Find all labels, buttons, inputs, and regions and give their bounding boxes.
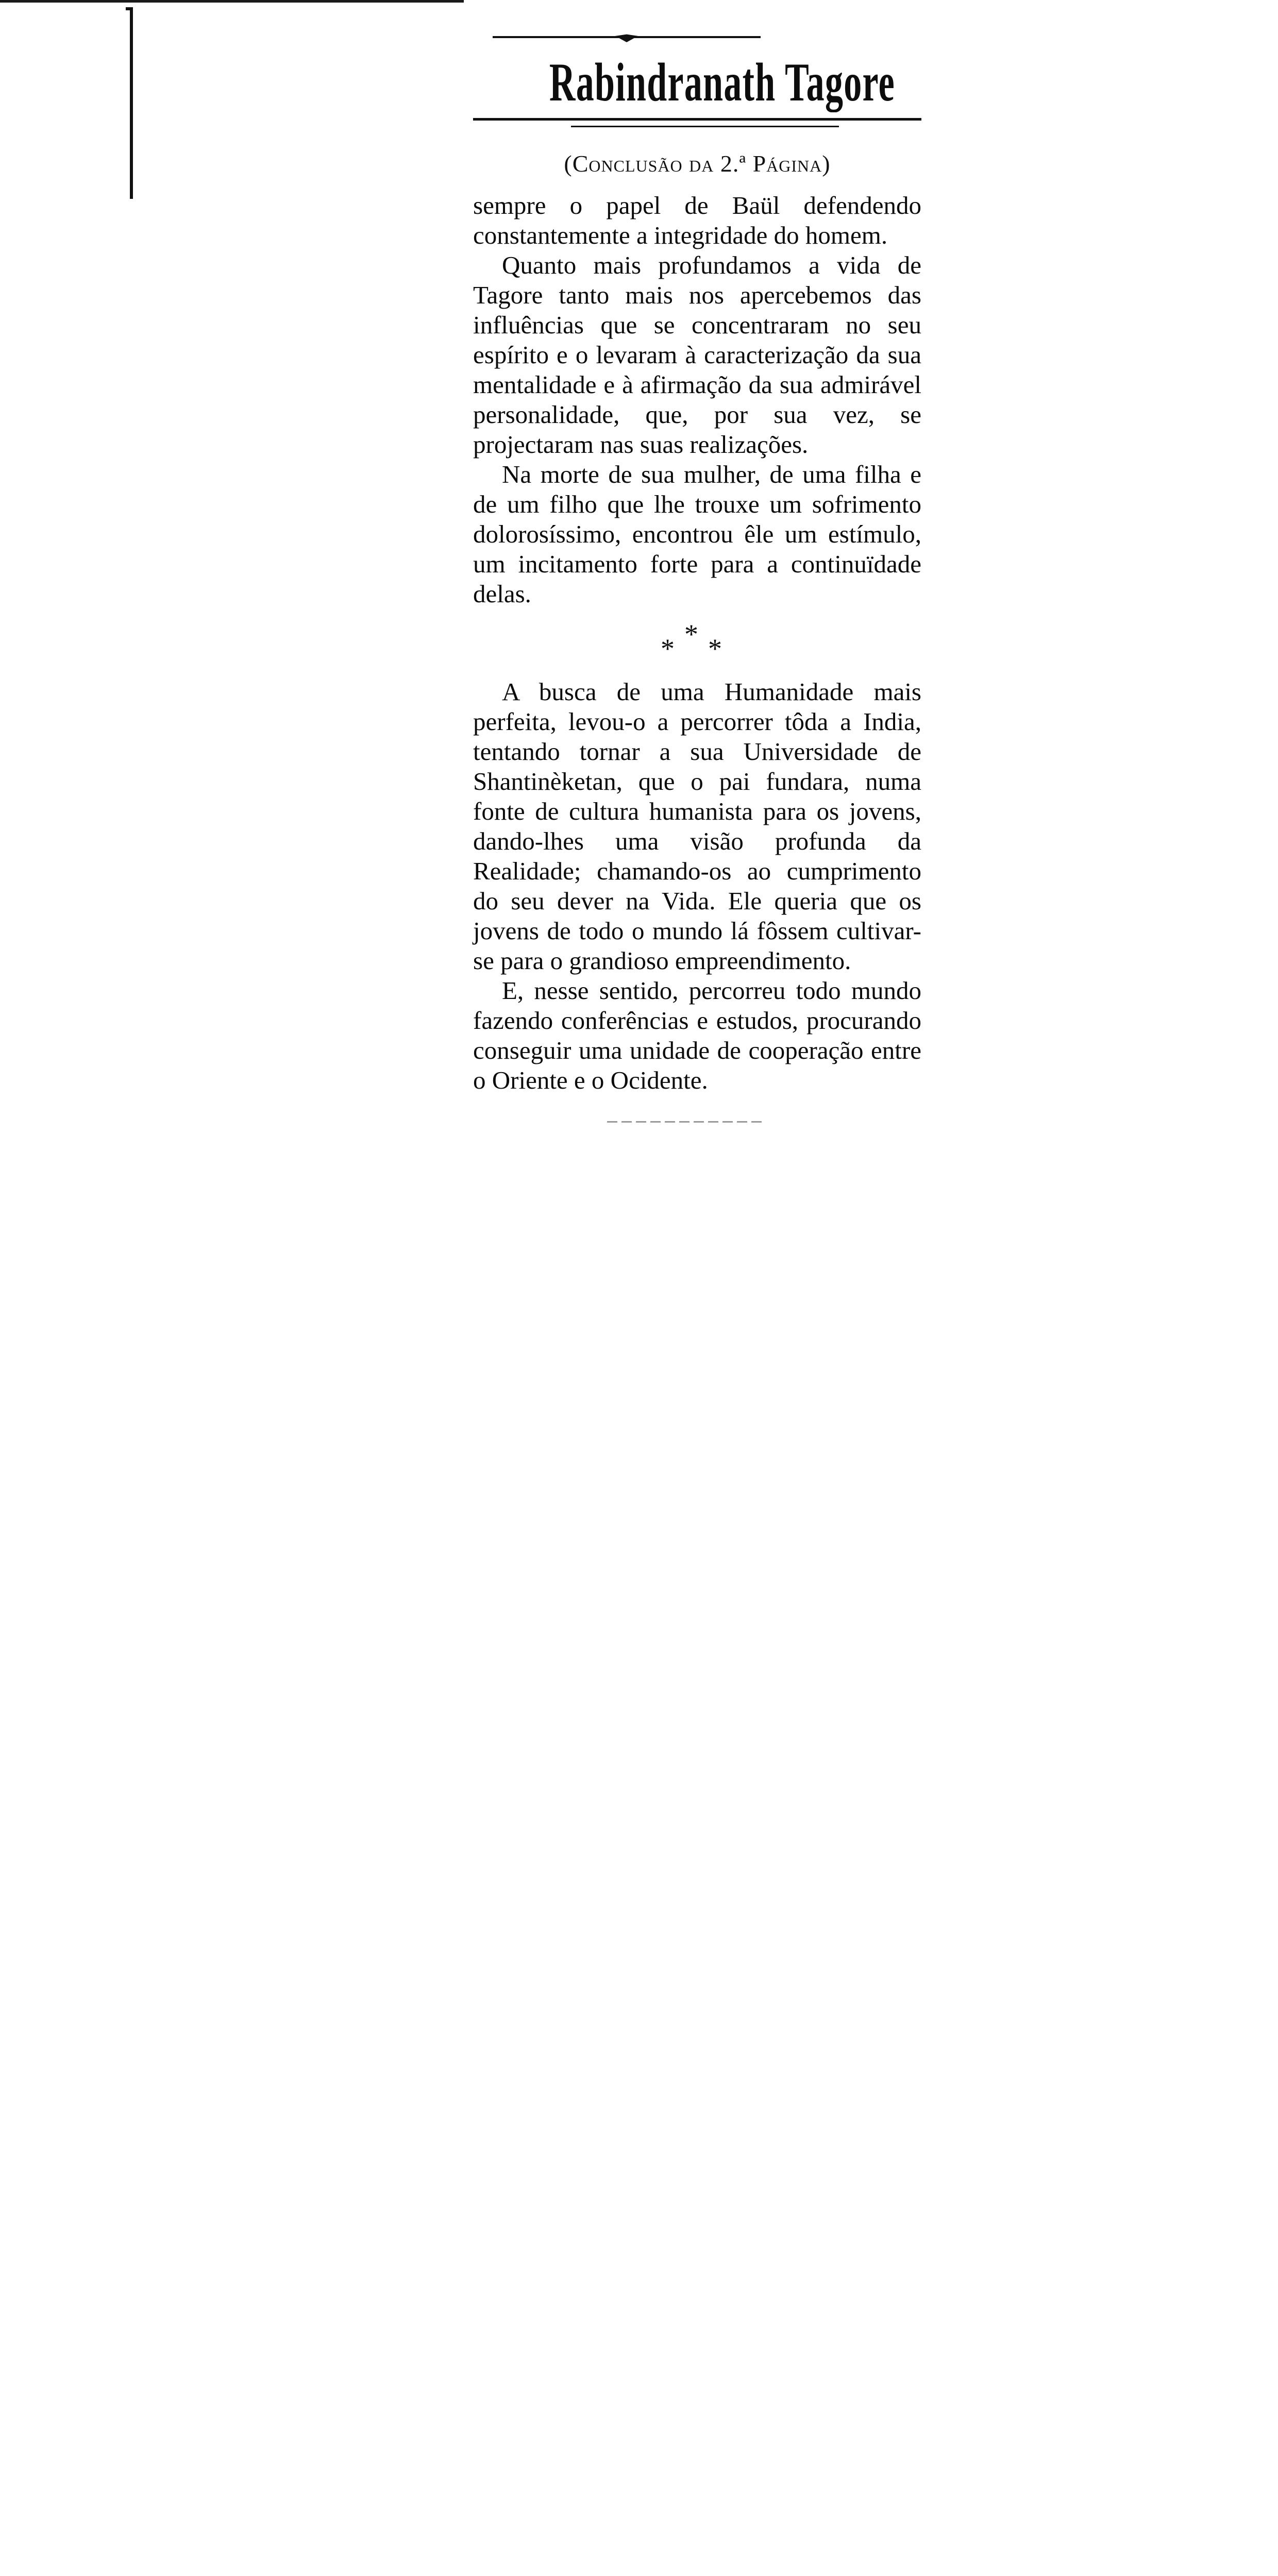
- ornament-diamond-icon: [615, 31, 638, 42]
- article-body: [473, 191, 921, 1095]
- article-column: [473, 30, 921, 1123]
- asterisk-icon: *: [708, 633, 722, 665]
- paragraph: E, nesse sentido, percorreu todo mundo fazendo conferências e estudos, procurando conseguir uma unidade de cooperação entre o Oriente e o Ocidente.: [473, 976, 921, 1095]
- asterisk-icon: *: [684, 619, 698, 650]
- title-rule-thin: [571, 126, 839, 127]
- paragraph: Na morte de sua mulher, de uma filha e de um filho que lhe trouxe um sofrimento dolorosíssimo, encontrou êle um estímulo, um incitamento forte para a continuïdade delas.: [473, 460, 921, 608]
- paragraph: sempre o papel de Baül defendendo constantemente a integridade do homem.: [473, 191, 921, 250]
- paragraph: A busca de uma Humanidade mais perfeita, levou-o a percorrer tôda a India, tentando tornar a sua Universidade de Shantinèketan, que o pai fundara, numa fonte de cultura humanista para os jovens, dando-lhes uma visão profunda da Realidade; chamando-os ao cumprimento do seu dever na Vida. Ele queria que os jovens de todo o mundo lá fôssem cultivar-se para o grandioso empreendimento.: [473, 677, 921, 975]
- title-ornament: [493, 30, 761, 44]
- paragraph: Quanto mais profundamos a vida de Tagore tanto mais nos apercebemos das influências que se concentraram no seu espírito e o levaram à caracterização da sua mentalidade e à afirmação da sua admirável personalidade, que, por sua vez, se projectaram nas suas realizações.: [473, 251, 921, 459]
- end-rule: [607, 1121, 762, 1123]
- margin-line: [130, 7, 133, 199]
- title-rule: [473, 118, 921, 121]
- top-rule: [0, 0, 464, 3]
- asterisk-icon: *: [661, 633, 675, 665]
- continuation-note: (Conclusão da 2.ª Página): [564, 150, 831, 177]
- section-break: [473, 615, 921, 667]
- article-title: Rabindranath Tagore: [549, 52, 896, 112]
